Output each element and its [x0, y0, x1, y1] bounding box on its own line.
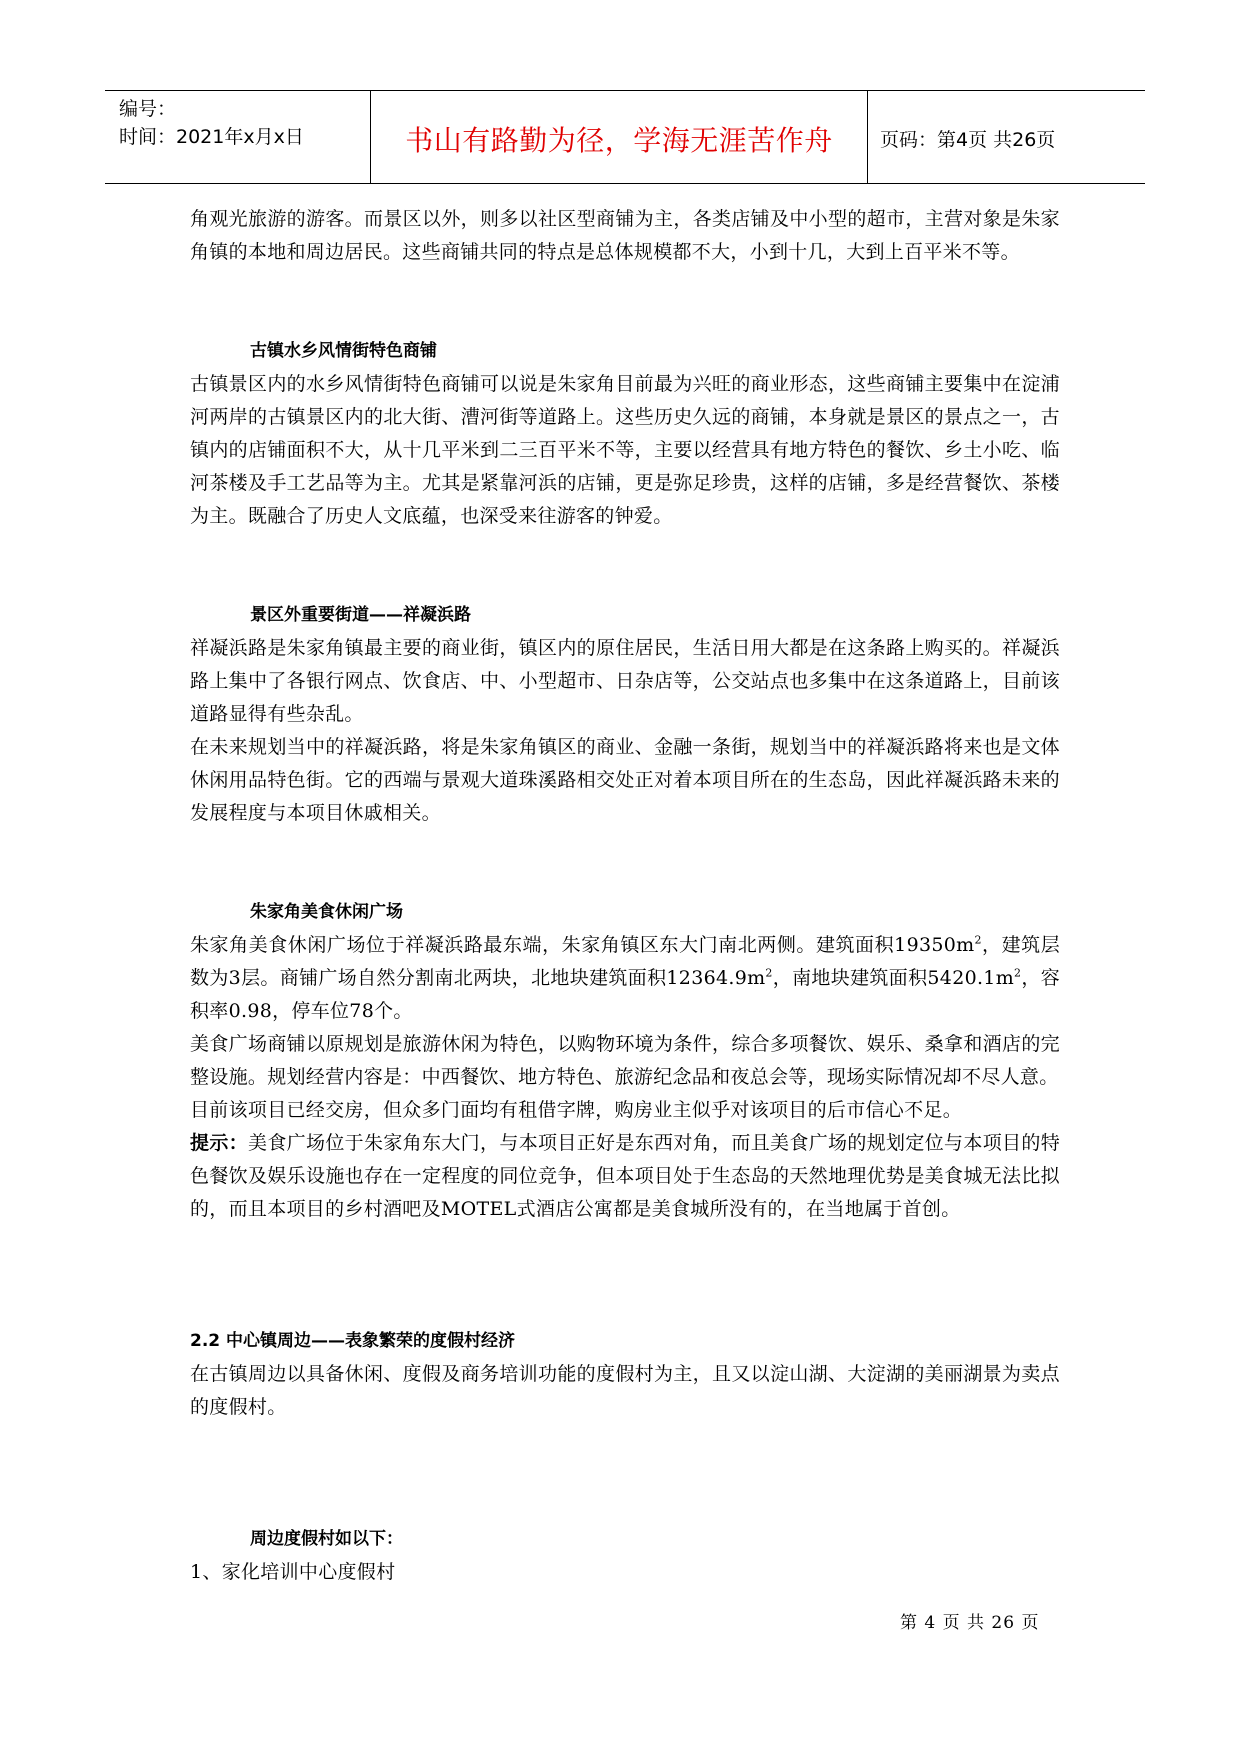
section-paragraph-ancient-town-shops: 古镇景区内的水乡风情街特色商铺可以说是朱家角目前最为兴旺的商业形态，这些商铺主要集中在淀浦河两岸的古镇景区内的北大街、漕河街等道路上。这些历史久远的商铺，本身就是景区的景点之一，古镇内的店铺面积不大，从十几平米到二三百平米不等，主要以经营具有地方特色的餐饮、乡土小吃、临河茶楼及手工艺品等为主。尤其是紧靠河浜的店铺，更是弥足珍贵，这样的店铺，多是经营餐饮、茶楼为主。既融合了历史人文底蕴，也深受来往游客的钟爱。: [190, 373, 1060, 527]
header-motto-cell: [370, 91, 868, 183]
section-paragraph-xiangning-road-1: 祥凝浜路是朱家角镇最主要的商业街，镇区内的原住居民，生活日用大都是在这条路上购买的。祥凝浜路上集中了各银行网点、饮食店、中、小型超市、日杂店等，公交站点也多集中在这条道路上，目前该道路显得有些杂乱。: [190, 637, 1060, 725]
section-heading-resort-list: 周边度假村如以下：: [250, 1529, 403, 1549]
document-number: 编号：: [119, 98, 177, 120]
section-paragraph-food-plaza-tip: 提示：美食广场位于朱家角东大门，与本项目正好是东西对角，而且美食广场的规划定位与本项目的特色餐饮及娱乐设施也存在一定程度的同位竞争，但本项目处于生态岛的天然地理优势是美食城无法比拟的，而且本项目的乡村酒吧及MOTEL式酒店公寓都是美食城所没有的，在当地属于首创。: [190, 1132, 1061, 1220]
section-heading-resort-economy: 2.2 中心镇周边——表象繁荣的度假村经济: [190, 1331, 516, 1351]
intro-paragraph: 角观光旅游的游客。而景区以外，则多以社区型商铺为主，各类店铺及中小型的超市，主营对象是朱家角镇的本地和周边居民。这些商铺共同的特点是总体规模都不大，小到十几，大到上百平米不等。: [190, 208, 1060, 263]
header-page-number: 页码：第4页 共26页: [880, 129, 1056, 151]
section-paragraph-food-plaza-3: 目前该项目已经交房，但众多门面均有租借字牌，购房业主似乎对该项目的后市信心不足。: [190, 1099, 963, 1121]
document-body: [190, 203, 1060, 1589]
section-paragraph-resort-economy: 在古镇周边以具备休闲、度假及商务培训功能的度假村为主，且又以淀山湖、大淀湖的美丽湖景为卖点的度假村。: [190, 1363, 1060, 1418]
page-header: [105, 90, 1145, 184]
header-meta: [105, 91, 370, 187]
section-paragraph-xiangning-road-2: 在未来规划当中的祥凝浜路，将是朱家角镇区的商业、金融一条街，规划当中的祥凝浜路将来也是文体休闲用品特色街。它的西端与景观大道珠溪路相交处正对着本项目所在的生态岛，因此祥凝浜路未来的发展程度与本项目休戚相关。: [190, 736, 1060, 824]
section-heading-food-plaza: 朱家角美食休闲广场: [250, 902, 403, 922]
header-motto: 书山有路勤为径，学海无涯苦作舟: [405, 124, 833, 157]
section-heading-xiangning-road: 景区外重要街道——祥凝浜路: [250, 605, 471, 625]
section-heading-ancient-town-shops: 古镇水乡风情街特色商铺: [250, 341, 437, 361]
section-paragraph-food-plaza-1: 朱家角美食休闲广场位于祥凝浜路最东端，朱家角镇区东大门南北两侧。建筑面积$19350m^2$，建筑层数为3层。商铺广场自然分割南北两块，北地块建筑面积$12364.9m^2$，南地块建筑面积$5420.1m^2$，容积率0.98，停车位78个。: [190, 933, 1061, 1022]
list-item: 1、家化培训中心度假村: [190, 1561, 396, 1583]
header-page-cell: [868, 91, 1145, 183]
page-footer: 第 4 页 共 26 页: [900, 1613, 1040, 1633]
tip-label: 提示：: [190, 1132, 249, 1154]
document-time: 时间：2021年x月x日: [119, 126, 304, 148]
section-paragraph-food-plaza-2: 美食广场商铺以原规划是旅游休闲为特色，以购物环境为条件，综合多项餐饮、娱乐、桑拿和酒店的完整设施。规划经营内容是：中西餐饮、地方特色、旅游纪念品和夜总会等，现场实际情况却不尽人意。: [190, 1033, 1060, 1088]
